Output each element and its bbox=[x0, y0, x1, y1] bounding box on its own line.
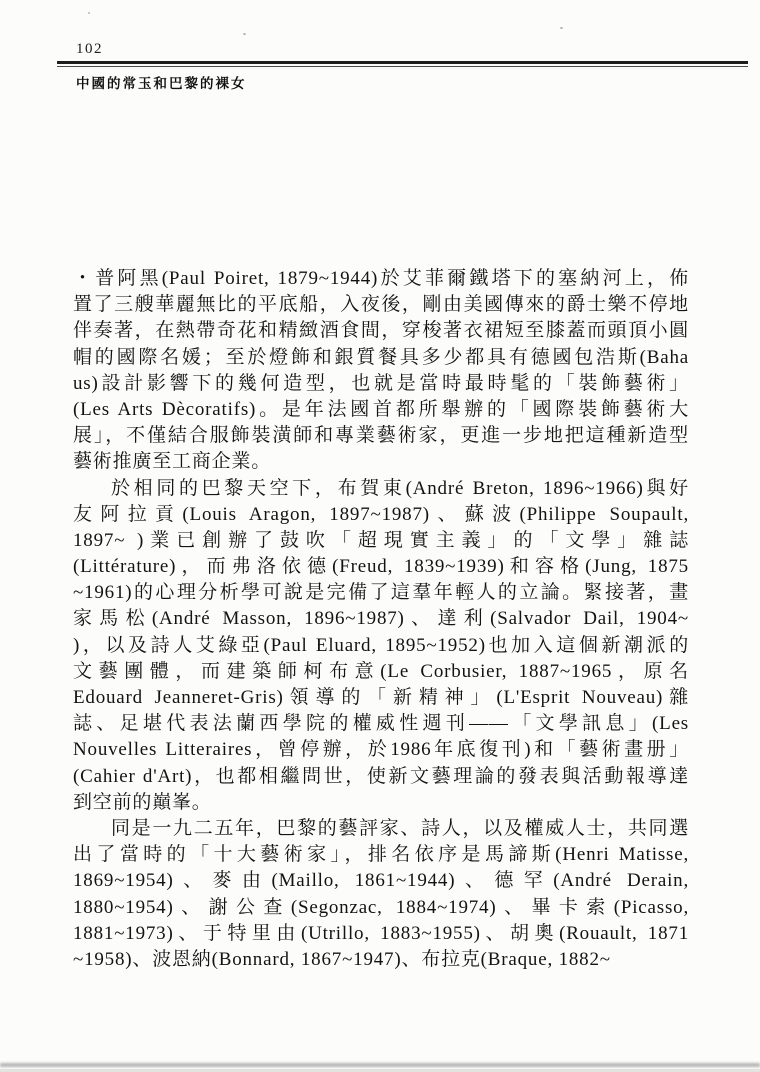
text-line: (Cahier d'Art)，也都相繼問世，使新文藝理論的發表與活動報導達 bbox=[73, 765, 689, 787]
text-line: 1881~1973)、于特里由(Utrillo, 1883~1955)、胡奧(Rouault, 1871 bbox=[73, 922, 689, 944]
running-title: 中國的常玉和巴黎的裸女 bbox=[76, 76, 247, 91]
text-line: 1880~1954)、謝公查(Segonzac, 1884~1974)、畢卡索(Picasso, bbox=[73, 896, 689, 918]
text-line: 友阿拉貢(Louis Aragon, 1897~1987)、蘇波(Philippe Soupault, bbox=[73, 503, 689, 525]
text-line: 藝術推廣至工商企業。 bbox=[73, 451, 272, 473]
text-line: 誌、足堪代表法蘭西學院的權威性週刊——「文學訊息」(Les bbox=[73, 713, 689, 735]
header-rule-thin bbox=[57, 66, 748, 67]
text-line: ~1961)的心理分析學可說是完備了這羣年輕人的立論。緊接著，畫 bbox=[73, 582, 689, 604]
scan-speck bbox=[243, 33, 246, 35]
text-line: 展」，不僅結合服飾裝潢師和專業藝術家，更進一步地把這種新造型 bbox=[73, 425, 689, 447]
text-line: ~1958)、波恩納(Bonnard, 1867~1947)、布拉克(Braque, 1882~ bbox=[73, 948, 611, 970]
text-line: )，以及詩人艾綠亞(Paul Eluard, 1895~1952)也加入這個新潮派的 bbox=[73, 634, 689, 656]
text-line: 置了三艘華麗無比的平底船，入夜後，剛由美國傳來的爵士樂不停地 bbox=[73, 294, 689, 316]
scan-bottom-edge-artifact bbox=[0, 1063, 760, 1067]
body-text bbox=[73, 266, 689, 973]
scan-speck bbox=[560, 27, 563, 29]
text-line: 出了當時的「十大藝術家」，排名依序是馬諦斯(Henri Matisse, bbox=[73, 844, 689, 866]
text-line: 1869~1954)、麥由(Maillo, 1861~1944)、德罕(André Derain, bbox=[73, 870, 689, 892]
text-line: 文藝團體，而建築師柯布意(Le Corbusier, 1887~1965，原名 bbox=[73, 660, 689, 682]
text-line: 伴奏著，在熱帶奇花和精緻酒食間，穿梭著衣裙短至膝蓋而頭頂小圓 bbox=[73, 320, 689, 342]
text-line: 到空前的巔峯。 bbox=[73, 791, 212, 813]
scan-speck bbox=[88, 12, 90, 14]
text-line: (Les Arts Dècoratifs)。是年法國首都所舉辦的「國際裝飾藝術大 bbox=[73, 398, 689, 420]
text-line: us)設計影響下的幾何造型，也就是當時最時髦的「裝飾藝術」 bbox=[73, 372, 689, 394]
text-line: 家馬松(André Masson, 1896~1987)、達利(Salvador Dail, 1904~ bbox=[73, 608, 689, 630]
text-line: 於相同的巴黎天空下，布賀東(André Breton, 1896~1966)與好 bbox=[111, 477, 689, 499]
text-line: ・普阿黑(Paul Poiret, 1879~1944)於艾菲爾鐵塔下的塞納河上，佈 bbox=[73, 268, 689, 289]
page-number: 102 bbox=[76, 41, 103, 57]
text-line: (Littérature)，而弗洛依德(Freud, 1839~1939)和容格(Jung, 1875 bbox=[73, 556, 689, 578]
text-line: Edouard Jeanneret-Gris)領導的「新精神」(L'Esprit Nouveau)雜 bbox=[73, 687, 689, 708]
text-line: Nouvelles Litteraires，曾停辦，於1986年底復刊)和「藝術畫册」 bbox=[73, 739, 689, 761]
text-line: 帽的國際名媛；至於燈飾和銀質餐具多少都具有德國包浩斯(Baha bbox=[73, 346, 689, 368]
text-line: 同是一九二五年，巴黎的藝評家、詩人，以及權威人士，共同選 bbox=[111, 817, 689, 839]
text-line: 1897~ )業已創辦了鼓吹「超現實主義」的「文學」雜誌 bbox=[73, 529, 689, 551]
header-rule-thick bbox=[57, 61, 748, 64]
